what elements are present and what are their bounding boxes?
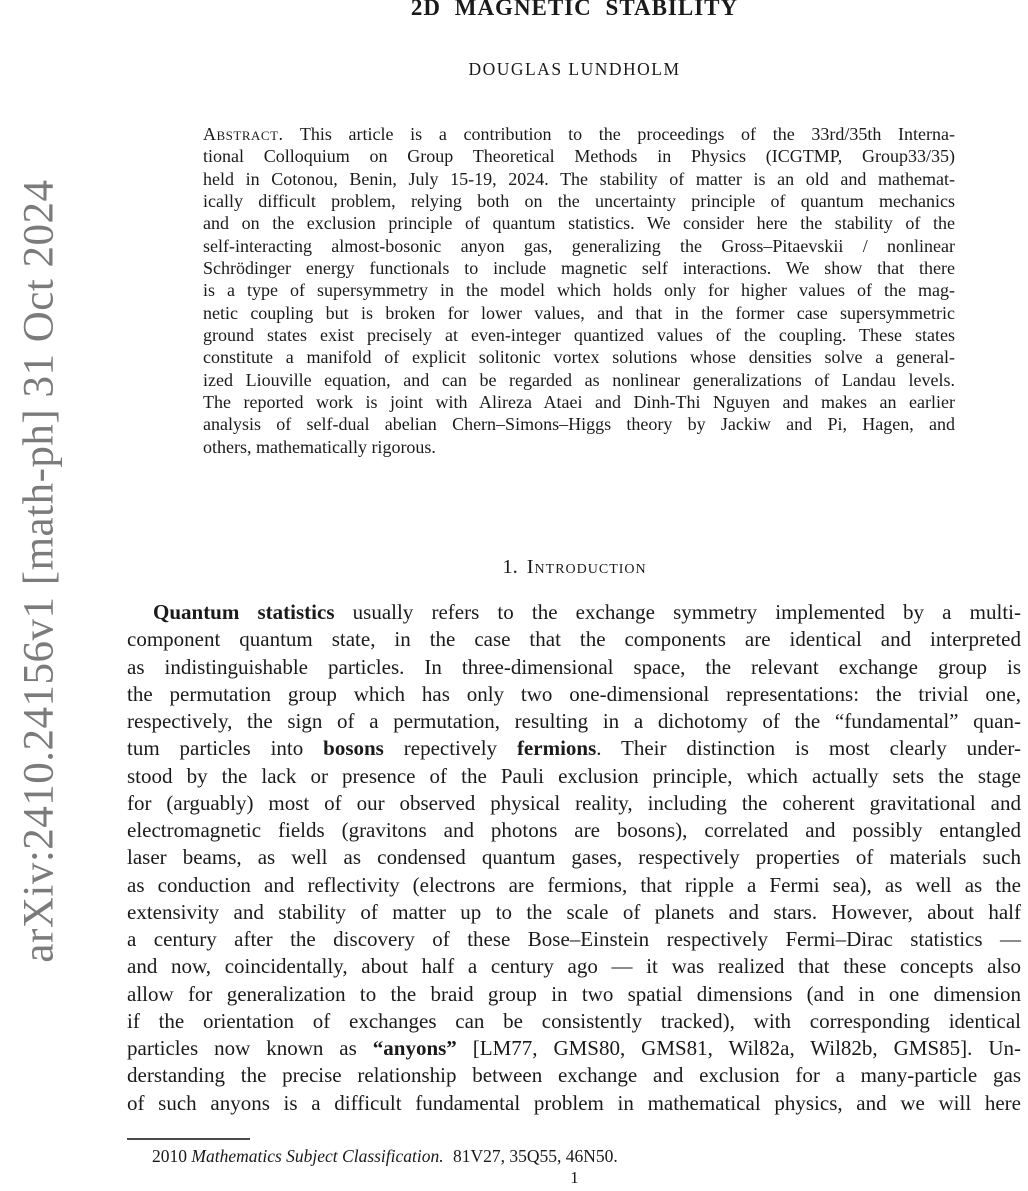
text-line: as indistinguishable particles. In three-dimensional space, the relevant exchange group is	[127, 654, 1021, 679]
text-line: ground states exist precisely at even-integer quantized values of the coupling. These states	[203, 325, 955, 346]
text-line: self-interacting almost-bosonic anyon gas, generalizing the Gross–Pitaevskii / nonlinear	[203, 235, 955, 256]
footnote	[127, 1146, 1021, 1167]
text-line: Schrödinger energy functionals to include magnetic self interactions. We show that there	[203, 258, 955, 279]
text-line: and on the exclusion principle of quantum statistics. We consider here the stability of the	[203, 213, 955, 234]
footnote-codes: 81V27, 35Q55, 46N50.	[453, 1146, 618, 1166]
abstract-first-line	[203, 123, 955, 145]
text-line: if the orientation of exchanges can be consistently tracked), with corresponding identical	[127, 1008, 1021, 1033]
paper-title: 2D MAGNETIC STABILITY	[410, 0, 739, 20]
text-line: component quantum state, in the case that the components are identical and interpreted	[127, 627, 1021, 652]
text-line: respectively, the sign of a permutation, resulting in a dichotomy of the “fundamental” quan-	[127, 709, 1021, 733]
text-line: ized Liouville equation, and can be regarded as nonlinear generalizations of Landau levels.	[203, 369, 955, 390]
section-number: 1.	[502, 556, 518, 578]
text-line: for (arguably) most of our observed physical reality, including the coherent gravitational and	[127, 790, 1021, 815]
text-line: laser beams, as well as condensed quantum gases, respectively properties of materials such	[127, 845, 1021, 870]
text-line: electromagnetic fields (gravitons and photons are bosons), correlated and possibly entangled	[127, 818, 1021, 842]
arxiv-watermark: arXiv:2410.24156v1 [math-ph] 31 Oct 2024	[15, 179, 63, 963]
text-line: allow for generalization to the braid group in two spatial dimensions (and in one dimension	[127, 981, 1021, 1006]
page-number: 1	[570, 1168, 579, 1187]
footnote-rule	[127, 1138, 250, 1140]
text-line: as conduction and reflectivity (electrons are fermions, that ripple a Fermi sea), as well as the	[127, 872, 1021, 897]
text-line: the permutation group which has only two one-dimensional representations: the trivial one,	[127, 681, 1021, 706]
text-line: netic coupling but is broken for lower values, and that in the former case supersymmetric	[203, 302, 955, 323]
abstract-lines	[203, 145, 955, 458]
abstract-first-line-text: This article is a contribution to the proceedings of the 33rd/35th Interna-	[299, 124, 955, 144]
text-line: and now, coincidentally, about half a century ago — it was realized that these concepts also	[127, 954, 1021, 979]
text-line: tional Colloquium on Group Theoretical Methods in Physics (ICGTMP, Group33/35)	[203, 146, 955, 167]
text-line: analysis of self-dual abelian Chern–Simons–Higgs theory by Jackiw and Pi, Hagen, and	[203, 414, 955, 435]
footnote-classification: Mathematics Subject Classification.	[191, 1146, 444, 1166]
abstract-block	[203, 123, 955, 458]
abstract-label: Abstract.	[203, 124, 284, 144]
text-line: a century after the discovery of these Bose–Einstein respectively Fermi–Dirac statistics —	[127, 927, 1021, 951]
text-line: extensivity and stability of matter up to the scale of planets and stars. However, about half	[127, 899, 1021, 924]
text-line: The reported work is joint with Alireza Ataei and Dinh-Thi Nguyen and makes an earlier	[203, 392, 955, 413]
text-line: ically difficult problem, relying both on the uncertainty principle of quantum mechanics	[203, 191, 955, 212]
text-line: held in Cotonou, Benin, July 15-19, 2024. The stability of matter is an old and mathemat-	[203, 168, 955, 189]
text-line: stood by the lack or presence of the Pauli exclusion principle, which actually sets the stage	[127, 763, 1021, 788]
introduction-paragraph	[127, 599, 1021, 1117]
text-line: is a type of supersymmetry in the model which holds only for higher values of the mag-	[203, 280, 955, 301]
author-name: DOUGLAS LUNDHOLM	[468, 59, 681, 79]
text-line: others, mathematically rigorous.	[203, 436, 436, 457]
text-line: tum particles into bosons repectively fermions. Their distinction is most clearly under-	[127, 736, 1021, 761]
text-line: Quantum statistics usually refers to the exchange symmetry implemented by a multi-	[153, 600, 1021, 624]
text-line: constitute a manifold of explicit solitonic vortex solutions whose densities solve a general-	[203, 347, 955, 368]
footnote-year: 2010	[152, 1146, 187, 1166]
text-line: derstanding the precise relationship between exchange and exclusion for a many-particle gas	[127, 1063, 1021, 1088]
text-line: of such anyons is a difficult fundamental problem in mathematical physics, and we will here	[127, 1090, 1021, 1115]
section-title: Introduction	[526, 556, 647, 578]
text-line: particles now known as “anyons” [LM77, GMS80, GMS81, Wil82a, Wil82b, GMS85]. Un-	[127, 1036, 1021, 1060]
section-heading	[127, 556, 1022, 579]
